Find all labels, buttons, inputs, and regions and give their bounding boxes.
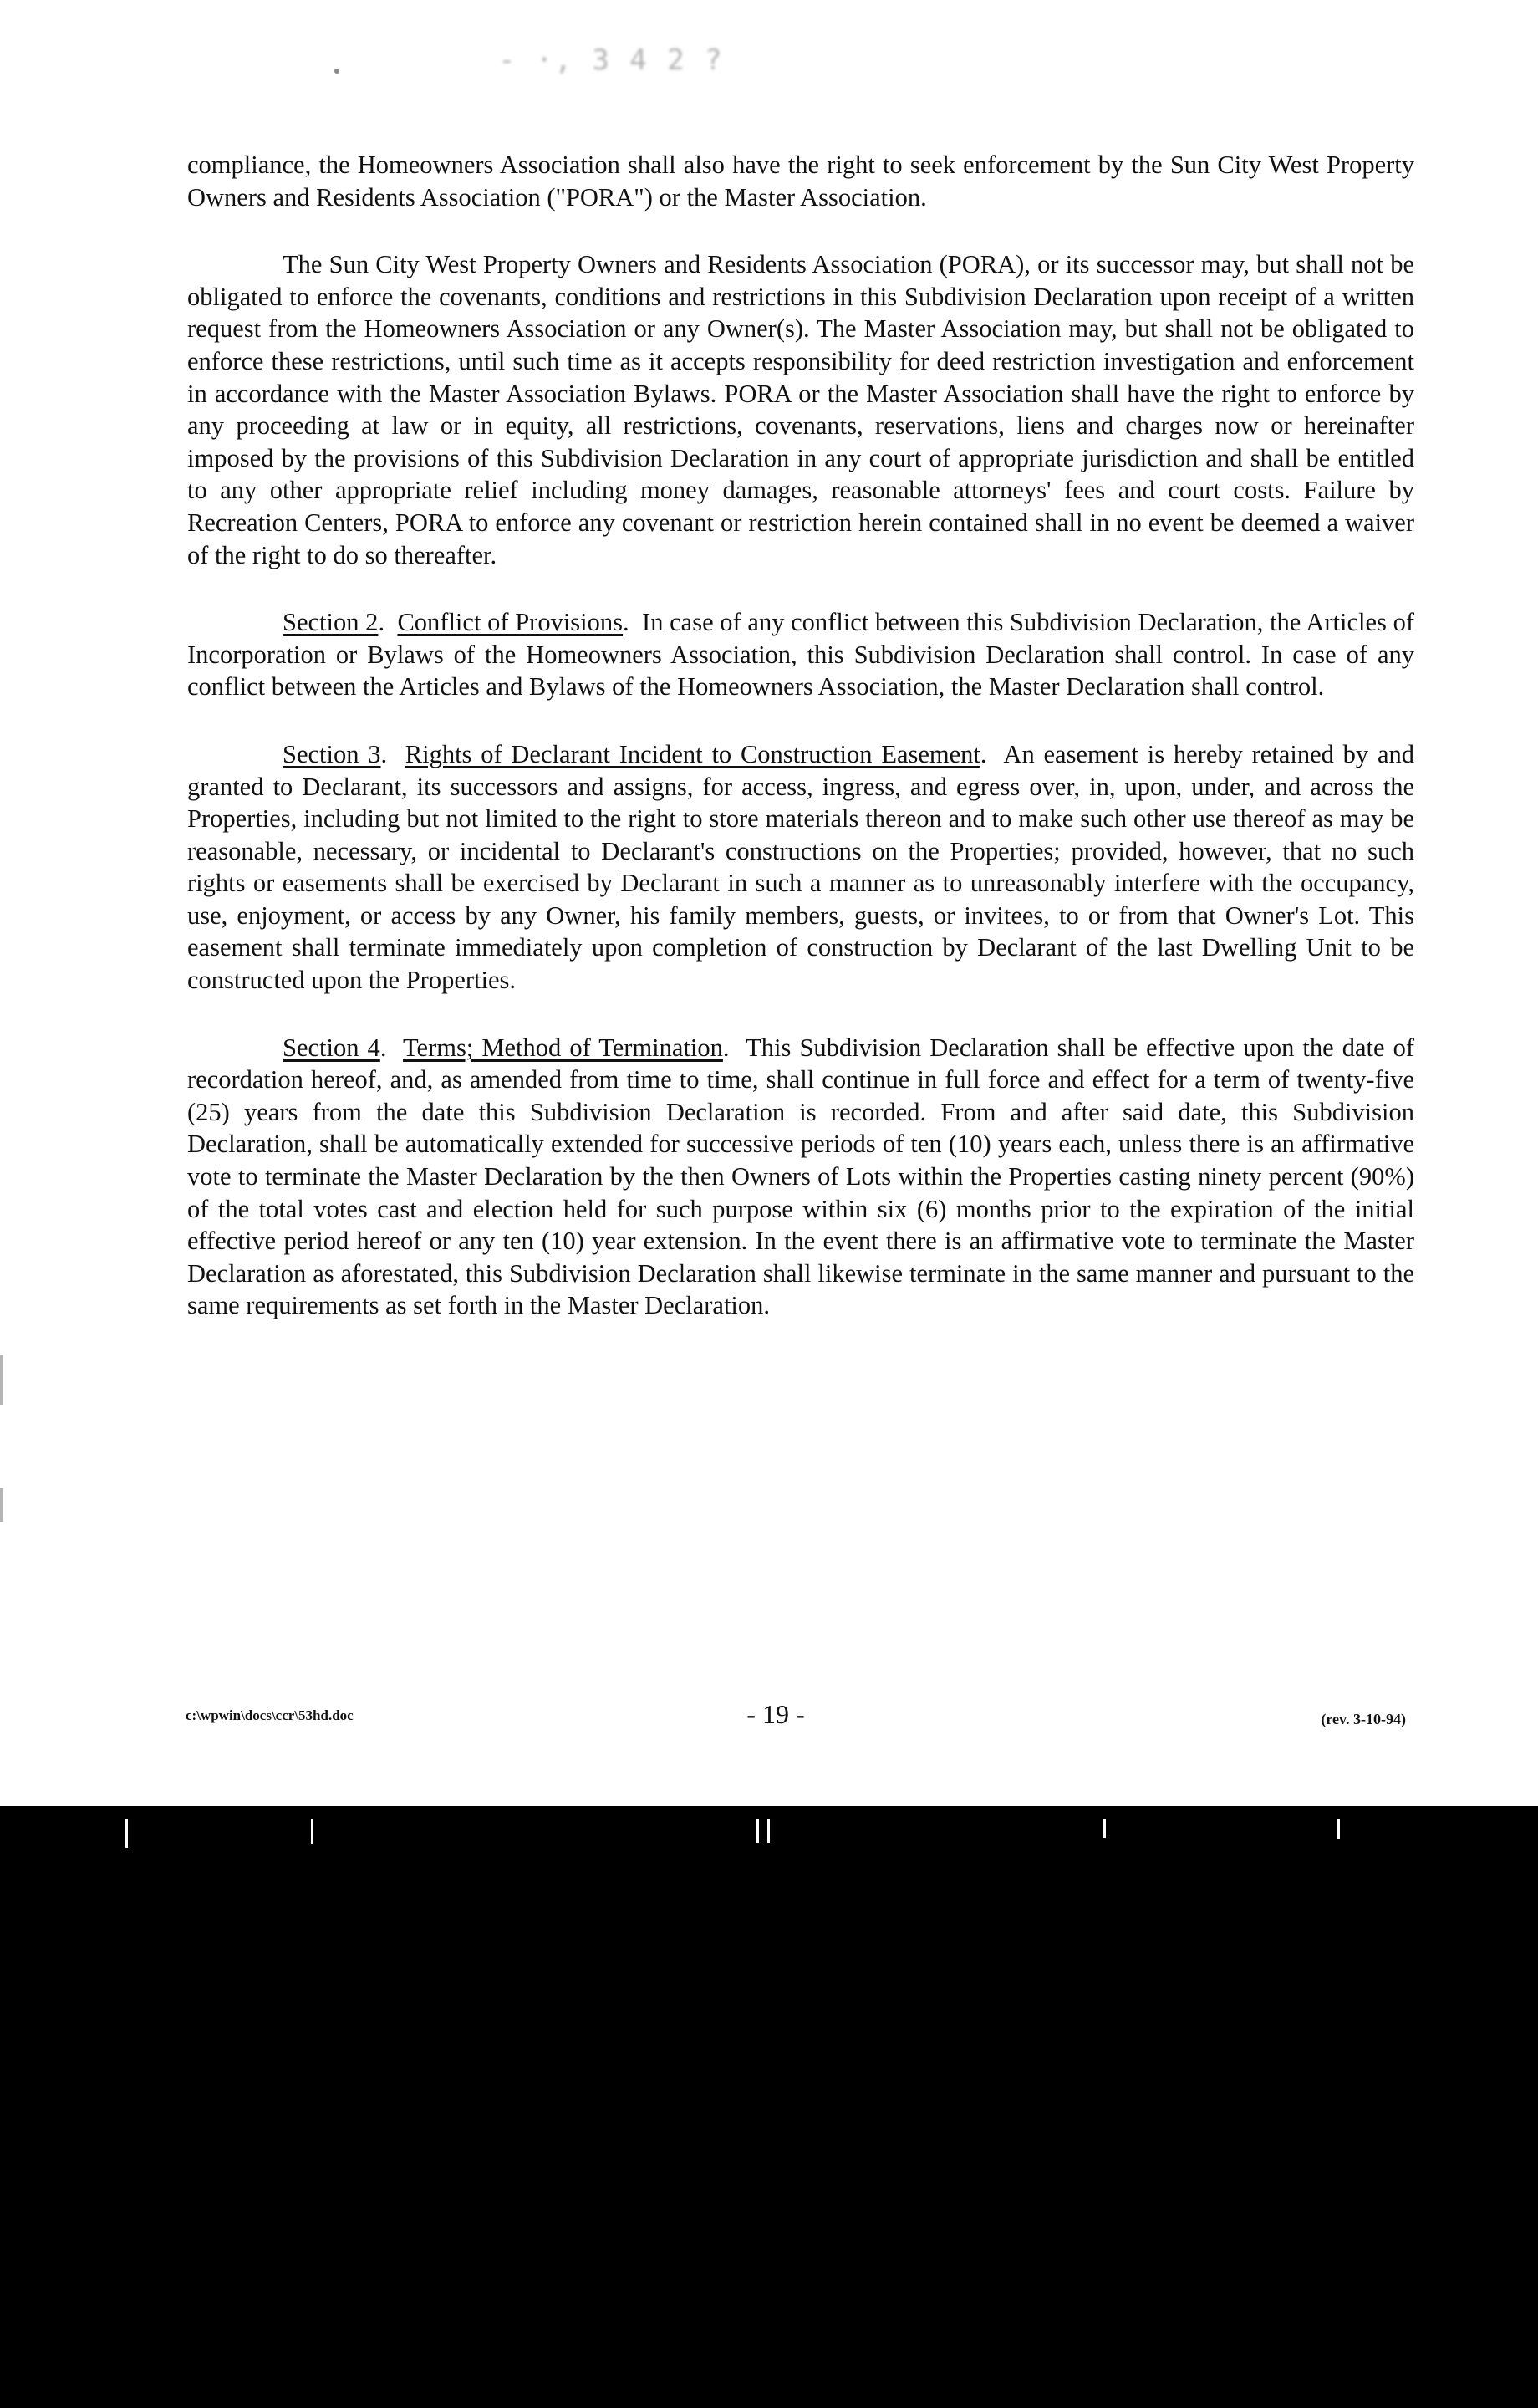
scan-edge-mark [756,1819,759,1843]
scan-edge-mark [1337,1819,1340,1839]
section-3-text: An easement is hereby retained by and granted to Declarant, its successors and assigns, for access, ingress, and egress over, in, upon, under, and across the Properties, including but not limited to the right to store materials thereon and to make such other use thereof as may be reasonable, necessary, or incidental to Declarant's constructions on the Properties; provided, however, that no such rights or easements shall be exercised by Declarant in such a manner as to unreasonably interfere with the occupancy, use, enjoyment, or access by any Owner, his family members, guests, or invitees, to or from that Owner's Lot. This easement shall terminate immediately upon completion of construction by Declarant of the last Dwelling Unit to be constructed upon the Properties. [187,739,1414,995]
scan-bottom-edge [0,1806,1538,1856]
paragraph-pora-enforcement: The Sun City West Property Owners and Residents Association (PORA), or its successor may, but shall not be obligated to enforce the covenants, conditions and restrictions in this Subdivision Declaration upon receipt of a written request from the Homeowners Association or any Owner(s). The Master Association may, but shall not be obligated to enforce these restrictions, until such time as it accepts responsibility for deed restriction investigation and enforcement in accordance with the Master Association Bylaws. PORA or the Master Association shall have the right to enforce by any proceeding at law or in equity, all restrictions, covenants, reservations, liens and charges now or hereinafter imposed by the provisions of this Subdivision Declaration in any court of appropriate jurisdiction and shall be entitled to any other appropriate relief including money damages, reasonable attorneys' fees and court costs. Failure by Recreation Centers, PORA to enforce any covenant or restriction herein contained shall in no event be deemed a waiver of the right to do so thereafter. [187,250,1414,569]
section-3-number: Section 3 [283,739,381,768]
section-separator: . [380,739,388,768]
recording-stamp: - ·, 3 4 2 ? [498,43,724,77]
paragraph-compliance: compliance, the Homeowners Association shall also have the right to seek enforcement by the Sun City West Property Owners and Residents Association ("PORA") or the Master Association. [187,150,1414,212]
section-separator: . [980,739,987,768]
scan-edge-mark [0,1354,3,1405]
section-separator: . [722,1033,730,1062]
section-4-text: This Subdivision Declaration shall be effective upon the date of recordation hereof, and, as amended from time to time, shall continue in full force and effect for a term of twenty-five (25) years from the date this Subdivision Declaration is recorded. From and after said date, this Subdivision Declaration, shall be automatically extended for successive periods of ten (10) years each, unless there is an affirmative vote to terminate the Master Declaration by the then Owners of Lots within the Properties casting ninety percent (90%) of the total votes cast and election held for such purpose within six (6) months prior to the expiration of the initial effective period hereof or any ten (10) year extension. In the event there is an affirmative vote to terminate the Master Declaration as aforestated, this Subdivision Declaration shall likewise terminate in the same manner and pursuant to the same requirements as set forth in the Master Declaration. [187,1033,1415,1320]
footer-file-path: c:\wpwin\docs\ccr\53hd.doc [186,1707,354,1723]
section-4-title: Terms; Method of Termination [403,1033,723,1062]
footer-revision: (rev. 3-10-94) [1321,1711,1406,1727]
section-2-text: In case of any conflict between this Subdivision Declaration, the Articles of Incorporation or Bylaws of the Homeowners Association, this Subdivision Declaration shall control. In case of any conflict between the Articles and Bylaws of the Homeowners Association, the Master Declaration shall control. [187,608,1414,701]
section-2-number: Section 2 [283,608,379,637]
section-separator: . [379,1033,387,1062]
section-2-title: Conflict of Provisions [397,608,624,637]
scan-edge-mark [311,1819,313,1844]
scan-edge-mark [0,1488,3,1522]
section-4-number: Section 4 [283,1033,380,1062]
page-footer [186,1699,1406,1732]
section-3-construction-easement [187,738,1414,997]
section-4-termination [187,1032,1414,1322]
section-2-conflict-of-provisions [187,606,1414,703]
section-separator: . [378,608,385,637]
section-3-title: Rights of Declarant Incident to Construction Easement [405,739,980,768]
scan-edge-mark [767,1819,770,1843]
scan-speck [334,69,339,74]
document-body [187,149,1414,1357]
section-separator: . [623,608,629,637]
scan-edge-mark [1103,1819,1106,1838]
scan-edge-mark [125,1819,128,1848]
footer-page-number: - 19 - [746,1699,805,1729]
